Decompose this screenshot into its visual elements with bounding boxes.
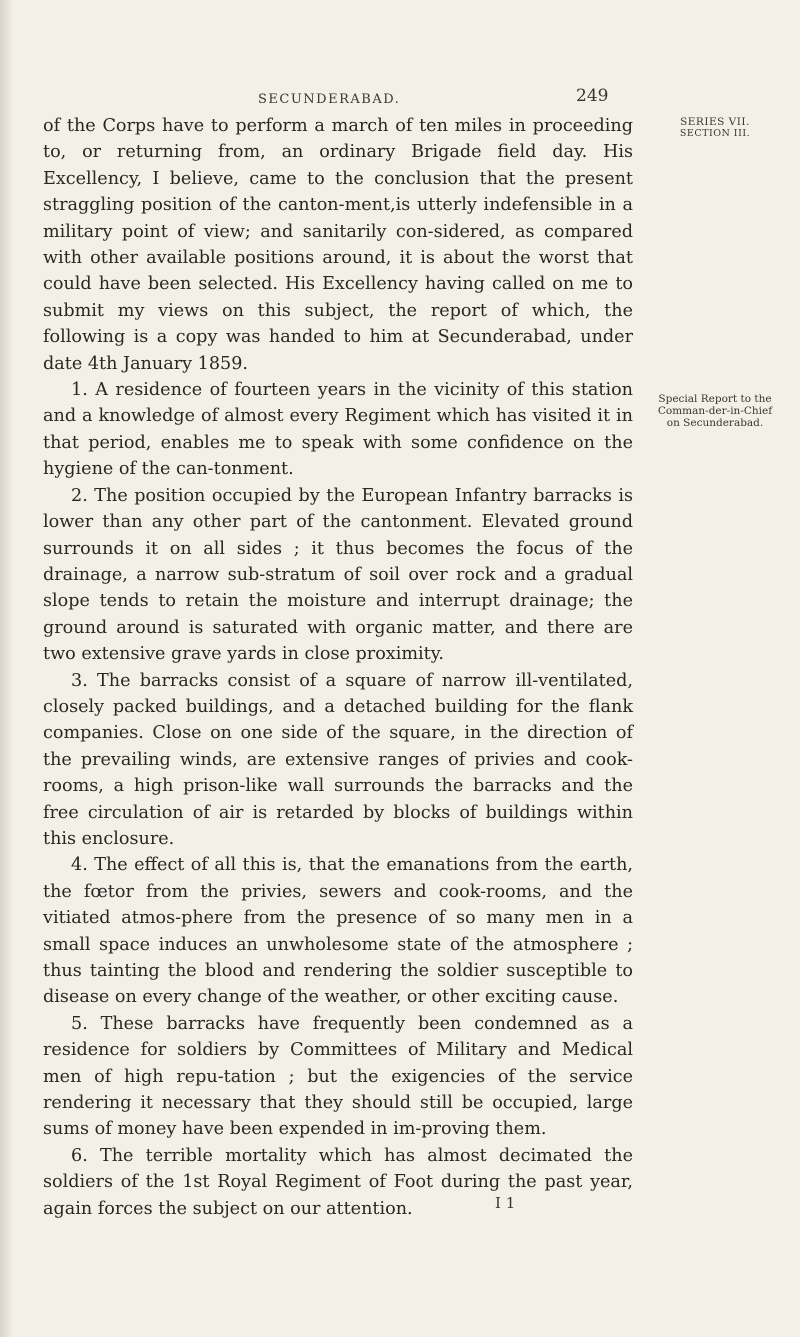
paragraph-6: 6. The terrible mortality which has almost decimated the soldiers of the 1st Royal Regiment of Foot during the past year, again forces the subject on our attention. [43,1145,633,1219]
report-side-note: Special Report to the Comman-der-in-Chief on Secunderabad. [657,393,773,429]
printer-signature: I 1 [495,1194,516,1212]
body-text [43,113,633,1222]
series-label: SERIES VII. [680,116,750,128]
paragraph-3: 3. The barracks consist of a square of narrow ill-ventilated, closely packed buildings, and a detached building for the flank companies. Close on one side of the square, in the direction of the prevailing winds, are extensive ranges of privies and cook-rooms, a high prison-like wall surrounds the barracks and the free circulation of air is retarded by blocks of buildings within this enclosure. [43,670,633,849]
page-gutter-shadow [0,0,14,1337]
running-head: SECUNDERABAD. [258,92,401,107]
series-section-note [651,116,779,140]
paragraph-1: 1. A residence of fourteen years in the vicinity of this station and a knowledge of almost every Regiment which has visited it in that period, enables me to speak with some confidence on the hygiene of the can-tonment. [43,380,633,480]
paragraph-5: 5. These barracks have frequently been condemned as a residence for soldiers by Committees of Military and Medical men of high repu-tation ; but the exigencies of the service rendering it necessary that they should still be occupied, large sums of money have been expended in im-proving them. [43,1013,633,1140]
paragraph-2: 2. The position occupied by the European Infantry barracks is lower than any other part of the cantonment. Elevated ground surrounds it on all sides ; it thus becomes the focus of the drainage, a narrow sub-stratum of soil over rock and a gradual slope tends to retain the moisture and interrupt drainage; the ground around is saturated with organic matter, and there are two extensive grave yards in close proximity. [43,485,633,665]
page-number: 249 [576,86,609,106]
section-label: SECTION III. [679,128,751,139]
paragraph-4: 4. The effect of all this is, that the emanations from the earth, the fœtor from the privies, sewers and cook-rooms, and the vitiated atmos-phere from the presence of so many men in a small space induces an unwholesome state of the atmosphere ; thus tainting the blood and rendering the soldier susceptible to disease on every change of the weather, or other exciting cause. [43,855,633,1008]
paragraph-intro: of the Corps have to perform a march of ten miles in proceeding to, or returning from, an ordinary Brigade field day. His Excellency, I believe, came to the conclusion that the present straggling position of the canton-ment,is utterly indefensible in a military point of view; and sanitarily con-sidered, as compared with other available positions around, it is about the worst that could have been selected. His Excellency having called on me to submit my views on this subject, the report of which, the following is a copy was handed to him at Secunderabad, under date 4th January 1859. [43,116,633,374]
